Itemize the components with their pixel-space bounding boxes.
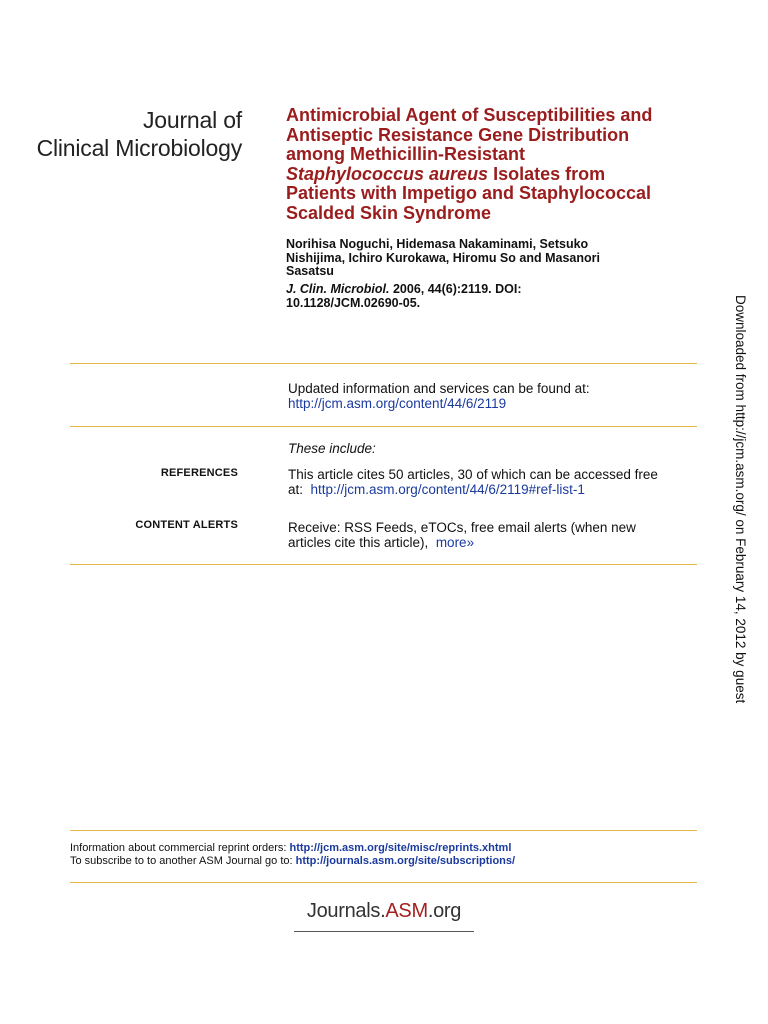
title-species: Staphylococcus aureus — [286, 163, 489, 184]
references-at: at: — [288, 482, 304, 497]
subscribe-text: To subscribe to to another ASM Journal go to: — [70, 855, 296, 867]
alerts-text-line2 — [288, 535, 708, 550]
authors-line-2: Nishijima, Ichiro Kurokawa, Hiromu So and Masanori — [286, 250, 600, 265]
logo-part-1: Journals. — [306, 900, 386, 922]
reprints-line — [70, 842, 710, 855]
authors-line-1: Norihisa Noguchi, Hidemasa Nakaminami, Setsuko — [286, 237, 589, 251]
citation-line-1 — [286, 283, 686, 297]
subscribe-line — [70, 855, 710, 868]
logo-part-3: .org — [427, 900, 462, 922]
journal-name-line2: Clinical Microbiology — [36, 135, 242, 161]
references-text-line2 — [288, 482, 708, 497]
title-line-6: Scalded Skin Syndrome — [286, 202, 492, 223]
article-title — [286, 106, 716, 223]
title-line-4 — [286, 165, 716, 185]
reprints-link[interactable]: http://jcm.asm.org/site/misc/reprints.xhtml — [289, 842, 512, 854]
citation-doi[interactable]: 10.1128/JCM.02690-05. — [286, 295, 421, 310]
updated-info — [288, 381, 708, 411]
title-line-1: Antimicrobial Agent of Susceptibilities and — [286, 105, 653, 125]
download-watermark: Downloaded from http://jcm.asm.org/ on February 14, 2012 by guest — [733, 295, 748, 704]
more-link[interactable]: more» — [435, 535, 475, 550]
divider-middle — [70, 426, 697, 427]
references-link[interactable]: http://jcm.asm.org/content/44/6/2119#ref-list-1 — [310, 482, 585, 497]
logo-part-asm: ASM — [385, 900, 428, 922]
title-line-4-rest: Isolates from — [488, 163, 606, 184]
footer-info — [70, 842, 710, 868]
citation — [286, 283, 686, 310]
footer-divider-top — [70, 830, 697, 831]
footer-divider-bottom — [70, 882, 697, 883]
journals-asm-logo[interactable] — [294, 900, 474, 923]
content-alerts-text — [288, 520, 708, 550]
alerts-text-line2-body: articles cite this article), — [288, 535, 429, 550]
logo-underline — [294, 931, 474, 932]
authors-line-3: Sasatsu — [286, 264, 334, 278]
alerts-text-line1: Receive: RSS Feeds, eTOCs, free email alerts (when new — [288, 520, 636, 535]
divider-top — [70, 363, 697, 364]
subscribe-link[interactable]: http://journals.asm.org/site/subscriptions/ — [295, 855, 516, 867]
title-line-2: Antiseptic Resistance Gene Distribution — [286, 124, 630, 145]
journal-name — [20, 106, 242, 162]
title-line-5: Patients with Impetigo and Staphylococcal — [286, 183, 652, 203]
divider-bottom — [70, 564, 697, 565]
references-label: REFERENCES — [160, 467, 238, 479]
updated-info-text: Updated information and services can be found at: — [288, 381, 590, 396]
includes-heading: These include: — [288, 441, 376, 456]
authors — [286, 238, 686, 279]
updated-info-link[interactable]: http://jcm.asm.org/content/44/6/2119 — [288, 396, 507, 411]
reprints-text: Information about commercial reprint orders: — [70, 842, 290, 854]
references-text-line1: This article cites 50 articles, 30 of which can be accessed free — [288, 467, 658, 482]
title-line-3: among Methicillin-Resistant — [286, 144, 526, 164]
references-text — [288, 467, 708, 497]
citation-journal: J. Clin. Microbiol. — [286, 282, 390, 296]
content-alerts-label: CONTENT ALERTS — [135, 519, 238, 531]
journal-name-line1: Journal of — [142, 107, 242, 133]
citation-details: 2006, 44(6):2119. DOI: — [389, 282, 522, 296]
